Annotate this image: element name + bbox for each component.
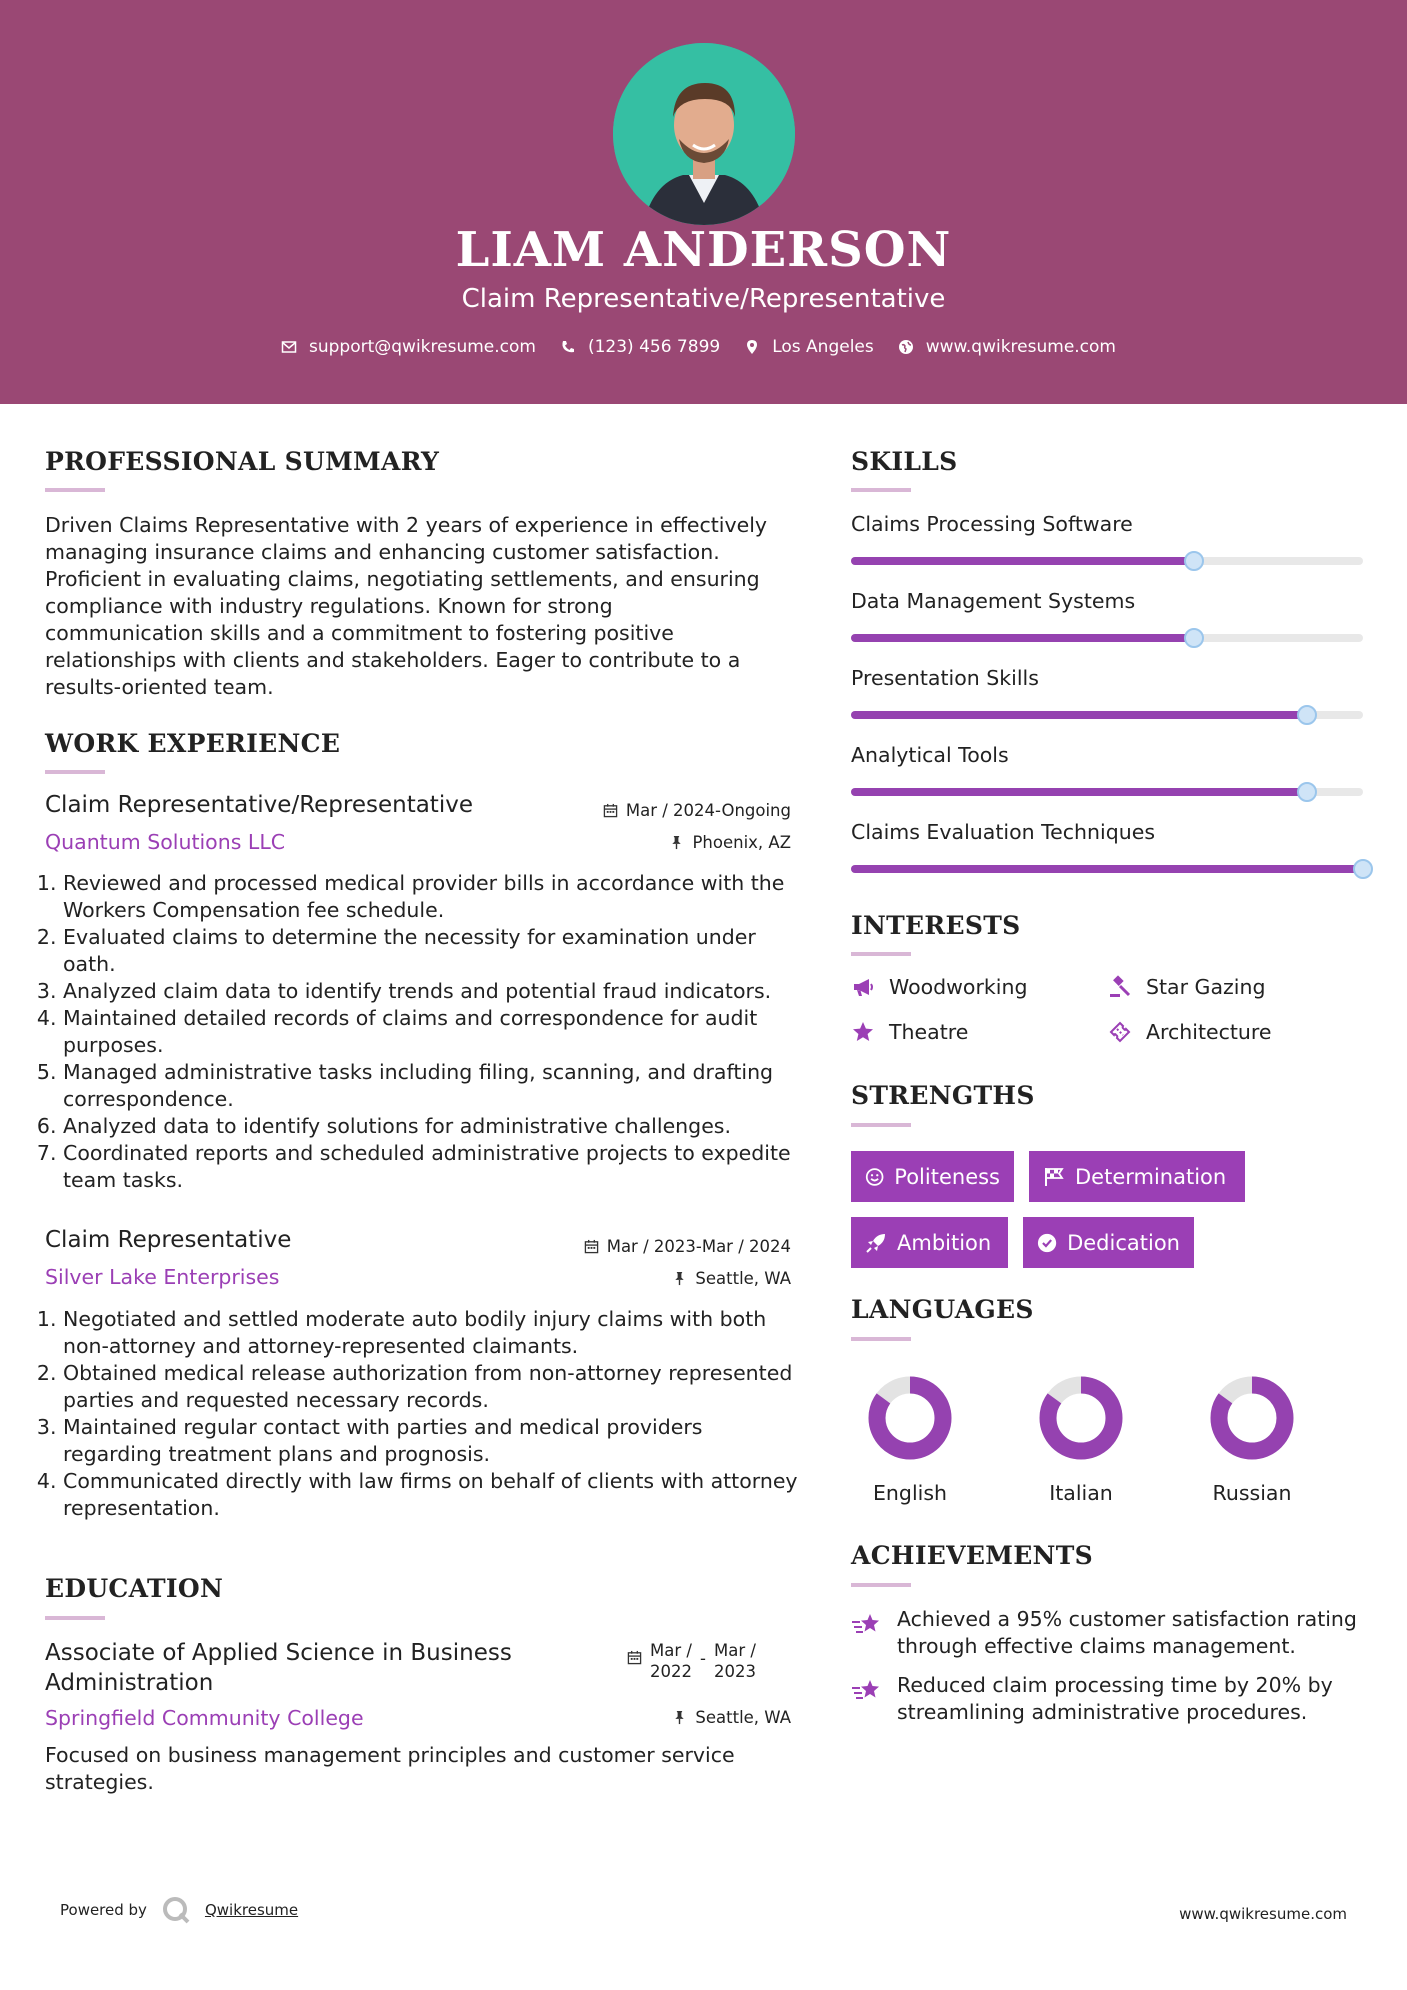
job-location-text: Seattle, WA <box>695 1269 791 1288</box>
education-school: Springfield Community College <box>45 1706 364 1730</box>
interest-item <box>1108 975 1265 999</box>
experience-rule <box>45 770 105 774</box>
strength-badge <box>851 1217 1008 1268</box>
skill-label: Presentation Skills <box>851 666 1039 690</box>
education-heading: EDUCATION <box>45 1574 224 1603</box>
check-circle-icon <box>1037 1232 1057 1254</box>
education-end <box>714 1640 756 1682</box>
strength-badge <box>1023 1217 1194 1268</box>
interest-label: Theatre <box>889 1020 969 1044</box>
interest-label: Woodworking <box>889 975 1028 999</box>
resume-header <box>0 0 1407 404</box>
summary-line: managing insurance claims and enhancing customer satisfaction. <box>45 540 720 564</box>
skill-bar <box>851 865 1363 873</box>
gavel-icon <box>1108 975 1132 999</box>
summary-line: relationships with clients and stakeholders. Eager to contribute to a <box>45 648 741 672</box>
brand-link[interactable]: Qwikresume <box>204 1901 299 1919</box>
job-bullet: 7. Coordinated reports and scheduled administrative projects to expedite team tasks. <box>63 1140 805 1194</box>
job-location-text: Phoenix, AZ <box>692 833 791 852</box>
strength-label: Determination <box>1075 1164 1227 1189</box>
footer-website[interactable]: www.qwikresume.com <box>1179 1905 1347 1923</box>
smile-icon <box>865 1166 884 1188</box>
calendar-icon <box>627 1650 642 1665</box>
strength-label: Dedication <box>1067 1230 1180 1255</box>
skill-label: Analytical Tools <box>851 743 1009 767</box>
education-degree-line: Associate of Applied Science in Business <box>45 1640 512 1666</box>
achievement-line: Reduced claim processing time by 20% by <box>897 1673 1333 1697</box>
achievement-line: streamlining administrative procedures. <box>897 1700 1308 1724</box>
candidate-name: LIAM ANDERSON <box>455 222 952 278</box>
language-label: English <box>872 1481 948 1505</box>
education-start-month: Mar / <box>650 1641 692 1660</box>
education-start-year: 2022 <box>650 1662 692 1681</box>
phone-icon <box>560 339 576 355</box>
language-item <box>1031 1373 1131 1505</box>
job-bullet: 3. Analyzed claim data to identify trends and potential fraud indicators. <box>63 978 805 1005</box>
contact-location-text: Los Angeles <box>772 337 874 357</box>
language-label: Italian <box>1049 1481 1113 1505</box>
summary-line: communication skills and a commitment to fostering positive <box>45 621 674 645</box>
interests-heading: INTERESTS <box>851 911 1021 940</box>
language-item <box>860 1373 960 1505</box>
skill-bar <box>851 711 1363 719</box>
skill-label: Claims Evaluation Techniques <box>851 820 1156 844</box>
interest-item <box>851 975 1027 999</box>
calendar-icon <box>603 803 618 818</box>
job-bullet: 2. Evaluated claims to determine the necessity for examination under oath. <box>63 924 805 978</box>
contact-phone[interactable] <box>560 337 720 357</box>
summary-line: compliance with industry regulations. Known for strong <box>45 594 613 618</box>
footer-powered-by <box>60 1895 298 1925</box>
education-degree <box>45 1638 512 1698</box>
contact-phone-text: (123) 456 7899 <box>587 337 721 357</box>
languages-rule <box>851 1337 911 1341</box>
interests-rule <box>851 952 911 956</box>
achievements-rule <box>851 1583 911 1587</box>
skill-bar-fill <box>851 711 1307 719</box>
map-pin-icon <box>744 339 760 355</box>
powered-by-text: Powered by <box>60 1901 147 1919</box>
pushpin-icon <box>672 1271 687 1286</box>
skill-bar-knob <box>1184 551 1204 571</box>
achievement-text <box>897 1672 1333 1726</box>
job-location <box>669 833 791 852</box>
achievements-heading: ACHIEVEMENTS <box>851 1541 1093 1570</box>
shooting-star-icon <box>851 1676 883 1706</box>
skill-bar <box>851 788 1363 796</box>
job-bullet: 2. Obtained medical release authorization from non-attorney represented parties and requested necessary records. <box>63 1360 805 1414</box>
language-ring <box>1036 1373 1126 1463</box>
interest-label: Star Gazing <box>1146 975 1266 999</box>
skill-bar-knob <box>1353 859 1373 879</box>
envelope-icon <box>281 339 297 355</box>
job-company: Silver Lake Enterprises <box>45 1265 280 1289</box>
language-ring <box>865 1373 955 1463</box>
strengths-heading: STRENGTHS <box>851 1081 1035 1110</box>
job-dates <box>603 801 791 820</box>
interest-label: Architecture <box>1146 1020 1272 1044</box>
contact-location <box>744 337 874 357</box>
pushpin-icon <box>669 835 684 850</box>
achievement-text <box>897 1606 1357 1660</box>
job-bullet: 1. Negotiated and settled moderate auto bodily injury claims with both non-attorney and attorney-represented claimants. <box>63 1306 805 1360</box>
strength-label: Ambition <box>897 1230 992 1255</box>
skill-bar <box>851 557 1363 565</box>
megaphone-icon <box>851 975 875 999</box>
skill-bar-fill <box>851 788 1307 796</box>
skill-bar-knob <box>1297 782 1317 802</box>
pushpin-icon <box>672 1710 687 1725</box>
job-dates-text: Mar / 2024-Ongoing <box>625 801 791 820</box>
job-bullet: 6. Analyzed data to identify solutions for administrative challenges. <box>63 1113 805 1140</box>
summary-line: Driven Claims Representative with 2 years of experience in effectively <box>45 513 768 537</box>
candidate-title: Claim Representative/Representative <box>461 284 946 314</box>
skill-bar-knob <box>1184 628 1204 648</box>
skill-label: Claims Processing Software <box>851 512 1133 536</box>
date-separator: - <box>700 1649 706 1668</box>
calendar-icon <box>584 1239 599 1254</box>
strengths-rule <box>851 1123 911 1127</box>
education-dates <box>627 1640 756 1682</box>
job-company: Quantum Solutions LLC <box>45 830 286 854</box>
contact-website[interactable] <box>898 337 1116 357</box>
job-bullets <box>45 1306 805 1522</box>
language-ring <box>1207 1373 1297 1463</box>
skills-rule <box>851 488 911 492</box>
strength-badge <box>1029 1151 1245 1202</box>
skill-bar-fill <box>851 634 1194 642</box>
education-degree-line: Administration <box>45 1670 214 1696</box>
globe-icon <box>898 339 914 355</box>
education-description-line: strategies. <box>45 1770 154 1794</box>
education-rule <box>45 1616 105 1620</box>
skill-label: Data Management Systems <box>851 589 1136 613</box>
job-bullets <box>45 870 805 1194</box>
achievement-line: Achieved a 95% customer satisfaction rating <box>897 1607 1357 1631</box>
contact-website-text: www.qwikresume.com <box>925 337 1116 357</box>
languages-heading: LANGUAGES <box>851 1295 1034 1324</box>
education-start <box>650 1640 692 1682</box>
skill-bar <box>851 634 1363 642</box>
job-bullet: 3. Maintained regular contact with parties and medical providers regarding treatment plans and prognosis. <box>63 1414 805 1468</box>
skill-bar-knob <box>1297 705 1317 725</box>
job-dates <box>584 1237 791 1256</box>
qwikresume-logo-icon <box>161 1895 191 1925</box>
strength-label: Politeness <box>894 1164 1000 1189</box>
summary-line: results-oriented team. <box>45 675 274 699</box>
job-bullet: 5. Managed administrative tasks including filing, scanning, and drafting correspondence. <box>63 1059 805 1113</box>
strength-badge <box>851 1151 1014 1202</box>
job-location <box>672 1269 791 1288</box>
achievement-item <box>851 1606 1371 1660</box>
star-icon <box>851 1020 875 1044</box>
education-end-month: Mar / <box>713 1641 756 1660</box>
rocket-icon <box>865 1232 887 1254</box>
skill-bar-fill <box>851 865 1363 873</box>
interest-item <box>851 1020 968 1044</box>
job-title: Claim Representative/Representative <box>45 792 473 818</box>
job-bullet: 1. Reviewed and processed medical provider bills in accordance with the Workers Compensation fee schedule. <box>63 870 805 924</box>
job-dates-text: Mar / 2023-Mar / 2024 <box>606 1237 791 1256</box>
contact-bar <box>0 337 1407 357</box>
job-title: Claim Representative <box>45 1227 292 1253</box>
skills-heading: SKILLS <box>851 447 958 476</box>
profile-photo <box>613 43 795 225</box>
job-bullet: 4. Maintained detailed records of claims and correspondence for audit purposes. <box>63 1005 805 1059</box>
skill-bar-fill <box>851 557 1194 565</box>
achievement-line: through effective claims management. <box>897 1634 1296 1658</box>
flag-icon <box>1043 1166 1065 1188</box>
achievement-item <box>851 1672 1371 1726</box>
summary-line: Proficient in evaluating claims, negotiating settlements, and ensuring <box>45 567 760 591</box>
language-label: Russian <box>1212 1481 1292 1505</box>
summary-heading: PROFESSIONAL SUMMARY <box>45 447 440 476</box>
shooting-star-icon <box>851 1610 883 1640</box>
education-description-line: Focused on business management principles and customer service <box>45 1743 735 1767</box>
ticket-icon <box>1108 1020 1132 1044</box>
education-description <box>45 1742 805 1796</box>
job-bullet: 4. Communicated directly with law firms on behalf of clients with attorney representation. <box>63 1468 805 1522</box>
language-item <box>1202 1373 1302 1505</box>
education-location <box>672 1708 791 1727</box>
contact-email[interactable] <box>281 337 536 357</box>
contact-email-text: support@qwikresume.com <box>309 337 536 357</box>
summary-text <box>45 512 805 701</box>
summary-rule <box>45 488 105 492</box>
experience-heading: WORK EXPERIENCE <box>45 729 341 758</box>
education-end-year: 2023 <box>713 1662 756 1681</box>
education-location-text: Seattle, WA <box>695 1708 791 1727</box>
interest-item <box>1108 1020 1272 1044</box>
